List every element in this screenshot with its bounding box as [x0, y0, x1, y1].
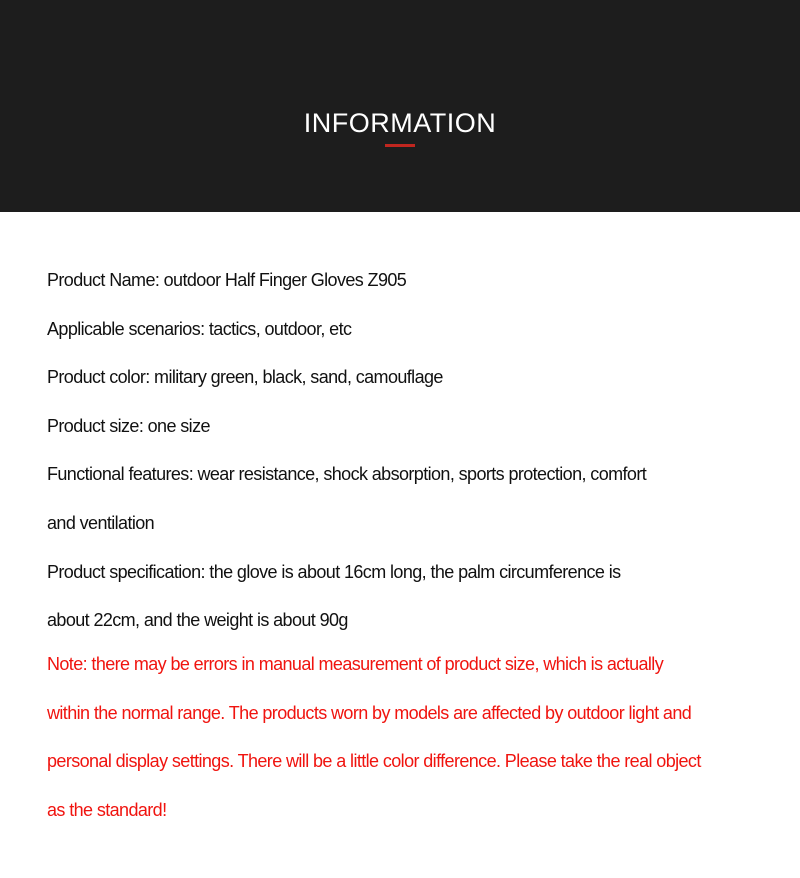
scenarios-line: Applicable scenarios: tactics, outdoor, etc: [47, 318, 352, 339]
note-line: personal display settings. There will be a little color difference. Please take the real object: [47, 751, 701, 772]
product-name-line: Product Name: outdoor Half Finger Gloves Z905: [47, 270, 407, 290]
features-line: Functional features: wear resistance, shock absorption, sports protection, comfort: [47, 464, 647, 485]
color-line: Product color: military green, black, sand, camouflage: [47, 367, 443, 388]
title-underline: [385, 144, 415, 147]
note-line: within the normal range. The products worn by models are affected by outdoor light and: [47, 702, 692, 723]
size-line: Product size: one size: [47, 415, 210, 436]
specification-line: Product specification: the glove is about 16cm long, the palm circumference is: [47, 561, 621, 582]
product-info: [47, 260, 767, 839]
information-banner: [0, 0, 800, 212]
specification-line-continued: about 22cm, and the weight is about 90g: [47, 610, 348, 631]
features-line-continued: and ventilation: [47, 512, 155, 533]
banner-title: INFORMATION: [303, 108, 497, 138]
note-line: Note: there may be errors in manual measurement of product size, which is actually: [47, 654, 664, 675]
note-line: as the standard!: [47, 799, 167, 820]
